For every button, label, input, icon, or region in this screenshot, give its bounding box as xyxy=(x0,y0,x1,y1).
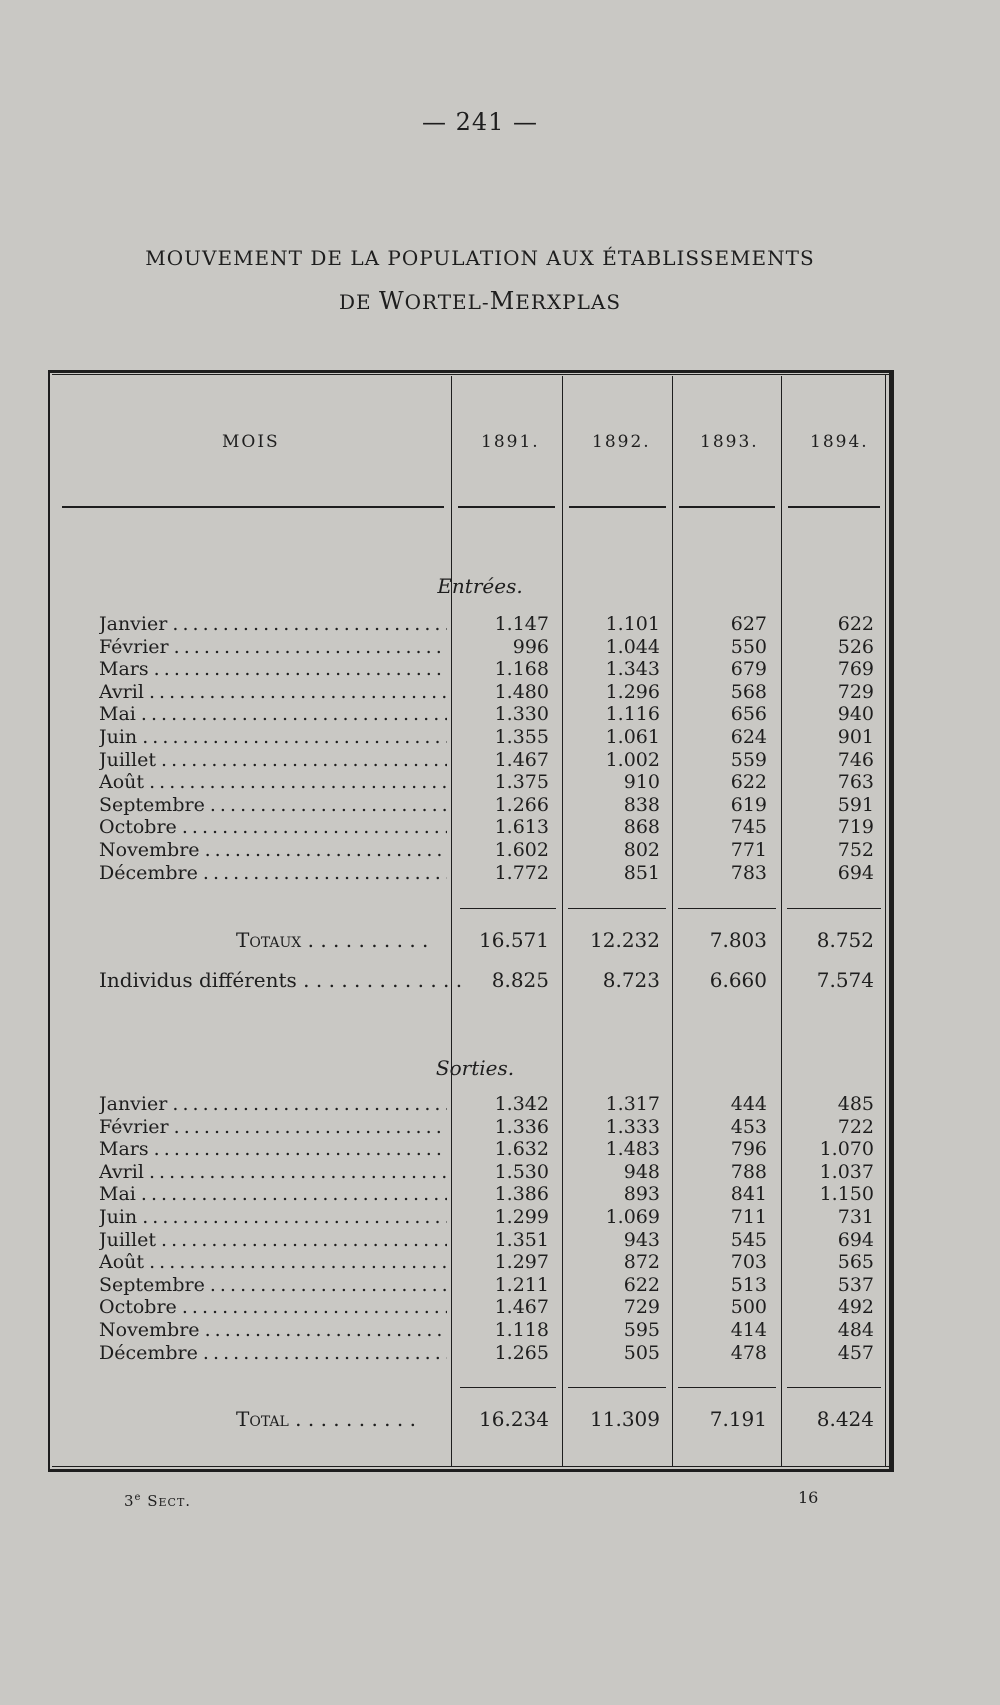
value-1892: 1.069 xyxy=(605,1206,660,1228)
header-1893: 1893. xyxy=(700,432,759,452)
value-1892: 838 xyxy=(623,793,660,816)
value-1894: 719 xyxy=(837,816,874,839)
title-m: M xyxy=(489,287,516,315)
table-row xyxy=(0,839,1000,862)
month-label: Octobre . . . xyxy=(99,1296,447,1319)
title-prefix: DE xyxy=(338,290,379,314)
value-1893: 745 xyxy=(730,816,767,839)
footer-section xyxy=(124,1492,191,1510)
value-1894: 565 xyxy=(837,1251,874,1274)
month-label: Novembre . . . xyxy=(99,1319,447,1342)
table-row xyxy=(0,1274,1000,1297)
totaux-1892: 12.232 xyxy=(590,928,660,952)
value-1894: 1.070 xyxy=(819,1138,874,1161)
table-row xyxy=(0,1093,1000,1116)
month-label: Décembre . . . xyxy=(99,862,447,885)
value-1894: 1.037 xyxy=(819,1160,874,1183)
value-1894: 763 xyxy=(837,771,874,794)
value-1891: 1.772 xyxy=(494,861,549,884)
header-1892: 1892. xyxy=(592,432,651,452)
total-1892: 11.309 xyxy=(590,1407,660,1431)
table-row xyxy=(0,794,1000,817)
value-1893: 619 xyxy=(730,793,767,816)
table-row xyxy=(0,1251,1000,1274)
month-label: Mars . . . xyxy=(99,658,447,681)
value-1893: 453 xyxy=(730,1115,767,1138)
header-rule xyxy=(679,506,775,508)
value-1894: 485 xyxy=(837,1093,874,1115)
value-1892: 868 xyxy=(623,816,660,839)
value-1892: 595 xyxy=(623,1319,660,1341)
total-rule xyxy=(678,1387,776,1388)
header-rule xyxy=(62,506,444,508)
month-label: Avril . . . xyxy=(99,1161,447,1184)
value-1894: 729 xyxy=(837,680,874,703)
individus-1892: 8.723 xyxy=(602,968,660,992)
value-1893: 568 xyxy=(730,680,767,703)
value-1891: 996 xyxy=(512,635,549,658)
month-label: Novembre . . . xyxy=(99,839,447,862)
individus-label: Individus différents . . . . . . . . . . . . . xyxy=(99,968,463,992)
value-1894: 722 xyxy=(837,1115,874,1138)
value-1892: 893 xyxy=(623,1183,660,1206)
value-1893: 796 xyxy=(730,1138,767,1161)
value-1891: 1.480 xyxy=(494,680,549,703)
month-label: Janvier . . . xyxy=(99,613,447,636)
value-1894: 746 xyxy=(837,748,874,771)
value-1892: 1.333 xyxy=(605,1115,660,1138)
value-1892: 1.061 xyxy=(605,726,660,748)
value-1893: 656 xyxy=(730,703,767,726)
subtotal-rule xyxy=(678,908,776,909)
value-1892: 910 xyxy=(623,771,660,794)
value-1891: 1.375 xyxy=(494,771,549,794)
subtotal-rule xyxy=(460,908,556,909)
value-1894: 752 xyxy=(837,839,874,861)
month-label: Mai . . . xyxy=(99,1183,447,1206)
table-row xyxy=(0,703,1000,726)
table-row xyxy=(0,1229,1000,1252)
table-row xyxy=(0,1116,1000,1139)
value-1891: 1.351 xyxy=(494,1228,549,1251)
value-1894: 731 xyxy=(837,1206,874,1228)
value-1892: 948 xyxy=(623,1160,660,1183)
table-row xyxy=(0,771,1000,794)
table-row xyxy=(0,636,1000,659)
total-label: Total . . . . . . . . . . xyxy=(236,1407,416,1431)
value-1892: 1.483 xyxy=(605,1138,660,1161)
value-1893: 711 xyxy=(730,1206,767,1228)
subtotal-rule xyxy=(787,908,881,909)
value-1893: 771 xyxy=(730,839,767,861)
value-1893: 444 xyxy=(730,1093,767,1115)
value-1892: 802 xyxy=(623,839,660,861)
value-1893: 513 xyxy=(730,1273,767,1296)
footer-section-label: Sect. xyxy=(147,1492,192,1510)
value-1893: 783 xyxy=(730,861,767,884)
individus-1893: 6.660 xyxy=(709,968,767,992)
value-1893: 788 xyxy=(730,1160,767,1183)
footer-section-sup: e xyxy=(134,1492,142,1503)
table-row xyxy=(0,816,1000,839)
value-1893: 414 xyxy=(730,1319,767,1341)
value-1893: 841 xyxy=(730,1183,767,1206)
value-1892: 1.044 xyxy=(605,635,660,658)
value-1893: 624 xyxy=(730,726,767,748)
month-label: Août . . . xyxy=(99,771,447,794)
value-1891: 1.342 xyxy=(494,1093,549,1115)
title-w: W xyxy=(378,287,405,315)
value-1891: 1.330 xyxy=(494,703,549,726)
month-label: Juillet . . . xyxy=(99,749,447,772)
value-1891: 1.211 xyxy=(494,1273,549,1296)
value-1894: 769 xyxy=(837,658,874,681)
individus-1894: 7.574 xyxy=(816,968,874,992)
table-row xyxy=(0,1161,1000,1184)
value-1894: 591 xyxy=(837,793,874,816)
footer-section-num: 3 xyxy=(124,1492,135,1510)
total-rule xyxy=(568,1387,666,1388)
month-label: Juillet . . . xyxy=(99,1229,447,1252)
value-1892: 851 xyxy=(623,861,660,884)
value-1891: 1.632 xyxy=(494,1138,549,1161)
individus-1891: 8.825 xyxy=(491,968,549,992)
value-1891: 1.297 xyxy=(494,1251,549,1274)
value-1891: 1.467 xyxy=(494,748,549,771)
value-1893: 703 xyxy=(730,1251,767,1274)
value-1894: 537 xyxy=(837,1273,874,1296)
month-label: Avril . . . xyxy=(99,681,447,704)
table-row xyxy=(0,1296,1000,1319)
table-row xyxy=(0,658,1000,681)
table-row xyxy=(0,613,1000,636)
value-1894: 694 xyxy=(837,861,874,884)
title-erxplas: ERXPLAS xyxy=(515,290,622,314)
section-title-sorties: Sorties. xyxy=(435,1056,515,1080)
value-1891: 1.467 xyxy=(494,1296,549,1319)
month-label: Juin . . . xyxy=(99,726,447,749)
table-row xyxy=(0,726,1000,749)
total-1894: 8.424 xyxy=(816,1407,874,1431)
totaux-1891: 16.571 xyxy=(479,928,549,952)
title-ortel: ORTEL- xyxy=(404,290,490,314)
month-label: Mai . . . xyxy=(99,703,447,726)
table-row xyxy=(0,1183,1000,1206)
value-1891: 1.386 xyxy=(494,1183,549,1206)
value-1892: 1.296 xyxy=(605,680,660,703)
value-1892: 1.101 xyxy=(605,613,660,635)
header-rule xyxy=(458,506,555,508)
value-1893: 679 xyxy=(730,658,767,681)
value-1893: 622 xyxy=(730,771,767,794)
value-1891: 1.336 xyxy=(494,1115,549,1138)
value-1893: 478 xyxy=(730,1341,767,1364)
header-rule xyxy=(569,506,666,508)
total-rule xyxy=(787,1387,881,1388)
month-label: Décembre . . . xyxy=(99,1342,447,1365)
value-1892: 729 xyxy=(623,1296,660,1319)
table-frame-inner-top xyxy=(52,374,890,375)
value-1891: 1.147 xyxy=(494,613,549,635)
month-label: Février . . . xyxy=(99,1116,447,1139)
value-1892: 622 xyxy=(623,1273,660,1296)
value-1891: 1.168 xyxy=(494,658,549,681)
table-title-line2 xyxy=(0,287,960,315)
value-1891: 1.118 xyxy=(494,1319,549,1341)
value-1892: 505 xyxy=(623,1341,660,1364)
value-1891: 1.530 xyxy=(494,1160,549,1183)
value-1894: 901 xyxy=(837,726,874,748)
month-label: Septembre . . . xyxy=(99,1274,447,1297)
month-label: Février . . . xyxy=(99,636,447,659)
table-row xyxy=(0,681,1000,704)
value-1893: 500 xyxy=(730,1296,767,1319)
value-1891: 1.602 xyxy=(494,839,549,861)
header-rule xyxy=(788,506,880,508)
value-1891: 1.613 xyxy=(494,816,549,839)
page-number: — 241 — xyxy=(421,108,539,136)
value-1894: 457 xyxy=(837,1341,874,1364)
table-row xyxy=(0,749,1000,772)
month-label: Juin . . . xyxy=(99,1206,447,1229)
totaux-label: Totaux . . . . . . . . . . xyxy=(236,928,429,952)
value-1892: 1.343 xyxy=(605,658,660,681)
value-1894: 492 xyxy=(837,1296,874,1319)
total-1893: 7.191 xyxy=(709,1407,767,1431)
total-1891: 16.234 xyxy=(479,1407,549,1431)
totaux-1894: 8.752 xyxy=(816,928,874,952)
table-row xyxy=(0,1319,1000,1342)
header-mois: MOIS xyxy=(222,432,280,452)
value-1892: 872 xyxy=(623,1251,660,1274)
value-1891: 1.265 xyxy=(494,1341,549,1364)
value-1892: 1.317 xyxy=(605,1093,660,1115)
value-1894: 484 xyxy=(837,1319,874,1341)
value-1893: 559 xyxy=(730,748,767,771)
value-1894: 940 xyxy=(837,703,874,726)
value-1893: 545 xyxy=(730,1228,767,1251)
value-1894: 622 xyxy=(837,613,874,635)
table-title-line1: MOUVEMENT DE LA POPULATION AUX ÉTABLISSEMENTS xyxy=(145,246,815,270)
total-rule xyxy=(460,1387,556,1388)
table-row xyxy=(0,862,1000,885)
month-label: Octobre . . . xyxy=(99,816,447,839)
value-1892: 1.116 xyxy=(605,703,660,726)
table-frame-inner-bottom xyxy=(52,1466,890,1467)
header-1891: 1891. xyxy=(481,432,540,452)
header-1894: 1894. xyxy=(810,432,869,452)
value-1892: 1.002 xyxy=(605,748,660,771)
value-1892: 943 xyxy=(623,1228,660,1251)
subtotal-rule xyxy=(568,908,666,909)
totaux-1893: 7.803 xyxy=(709,928,767,952)
value-1891: 1.266 xyxy=(494,793,549,816)
value-1893: 550 xyxy=(730,635,767,658)
value-1894: 526 xyxy=(837,635,874,658)
section-title-entrees: Entrées. xyxy=(437,574,523,598)
table-row xyxy=(0,1206,1000,1229)
table-row xyxy=(0,1342,1000,1365)
month-label: Mars . . . xyxy=(99,1138,447,1161)
month-label: Septembre . . . xyxy=(99,794,447,817)
value-1894: 694 xyxy=(837,1228,874,1251)
value-1893: 627 xyxy=(730,613,767,635)
value-1891: 1.299 xyxy=(494,1206,549,1228)
footer-sheet-number: 16 xyxy=(798,1488,819,1507)
month-label: Août . . . xyxy=(99,1251,447,1274)
month-label: Janvier . . . xyxy=(99,1093,447,1116)
value-1894: 1.150 xyxy=(819,1183,874,1206)
value-1891: 1.355 xyxy=(494,726,549,748)
table-row xyxy=(0,1138,1000,1161)
